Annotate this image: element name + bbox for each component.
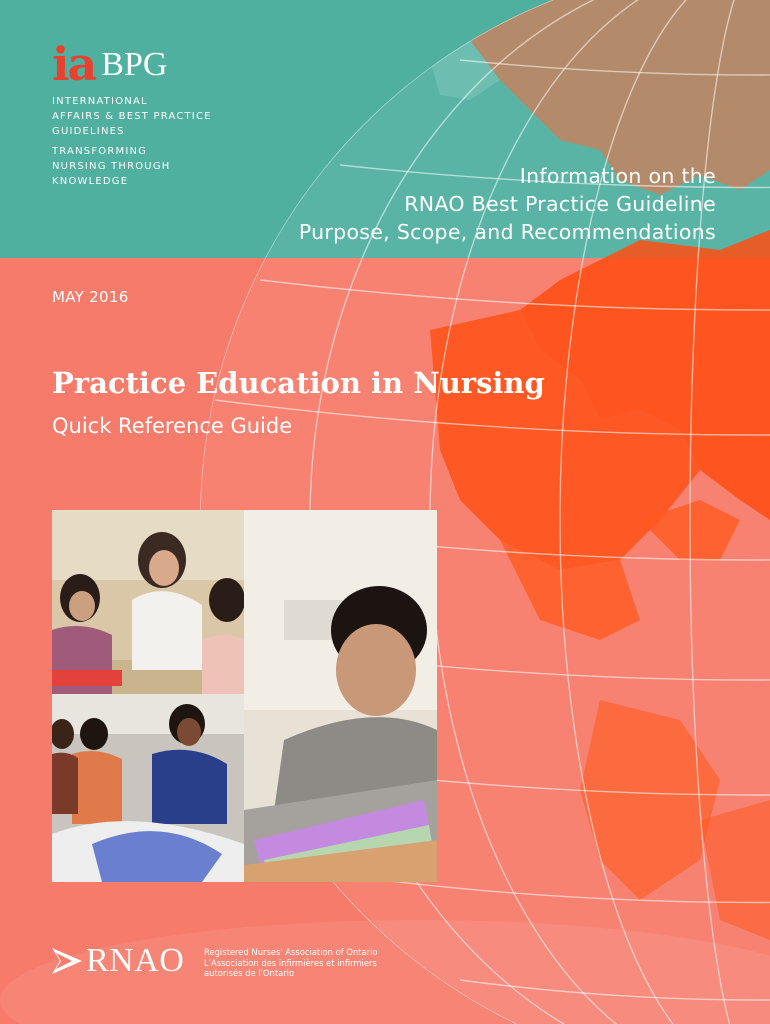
publication-date: MAY 2016 xyxy=(52,288,129,306)
program-line: AFFAIRS & BEST PRACTICE xyxy=(52,111,212,122)
bpg-logo-text: BPG xyxy=(101,46,168,83)
rnao-name-line: autorisés de l'Ontario xyxy=(204,968,295,978)
photo-students-with-instructor xyxy=(52,510,244,694)
program-name xyxy=(52,94,242,139)
tagline-line: KNOWLEDGE xyxy=(52,176,129,187)
rnao-name-line: L'Association des infirmières et infirmiers xyxy=(204,957,377,968)
info-line: RNAO Best Practice Guideline xyxy=(404,192,716,216)
rnao-arrow-icon xyxy=(52,948,82,974)
tagline-line: NURSING THROUGH xyxy=(52,161,171,172)
document-title: Practice Education in Nursing xyxy=(52,366,545,400)
rnao-full-name xyxy=(204,947,378,979)
ia-bpg-logo xyxy=(52,37,168,91)
rnao-logo xyxy=(52,944,184,978)
program-line: GUIDELINES xyxy=(52,126,125,137)
photo-nurse-with-patient xyxy=(52,694,244,882)
rnao-wordmark: RNAO xyxy=(86,942,185,979)
info-line: Information on the xyxy=(519,164,716,188)
tagline-line: TRANSFORMING xyxy=(52,146,148,157)
rnao-name-line: Registered Nurses' Association of Ontario xyxy=(204,947,378,957)
document-subtitle: Quick Reference Guide xyxy=(52,414,293,438)
photo-student-reading xyxy=(244,510,437,882)
ia-logo-mark: ia xyxy=(52,37,96,91)
info-line: Purpose, Scope, and Recommendations xyxy=(298,220,716,244)
info-heading xyxy=(299,162,716,246)
tagline xyxy=(52,144,242,189)
program-line: INTERNATIONAL xyxy=(52,96,148,107)
